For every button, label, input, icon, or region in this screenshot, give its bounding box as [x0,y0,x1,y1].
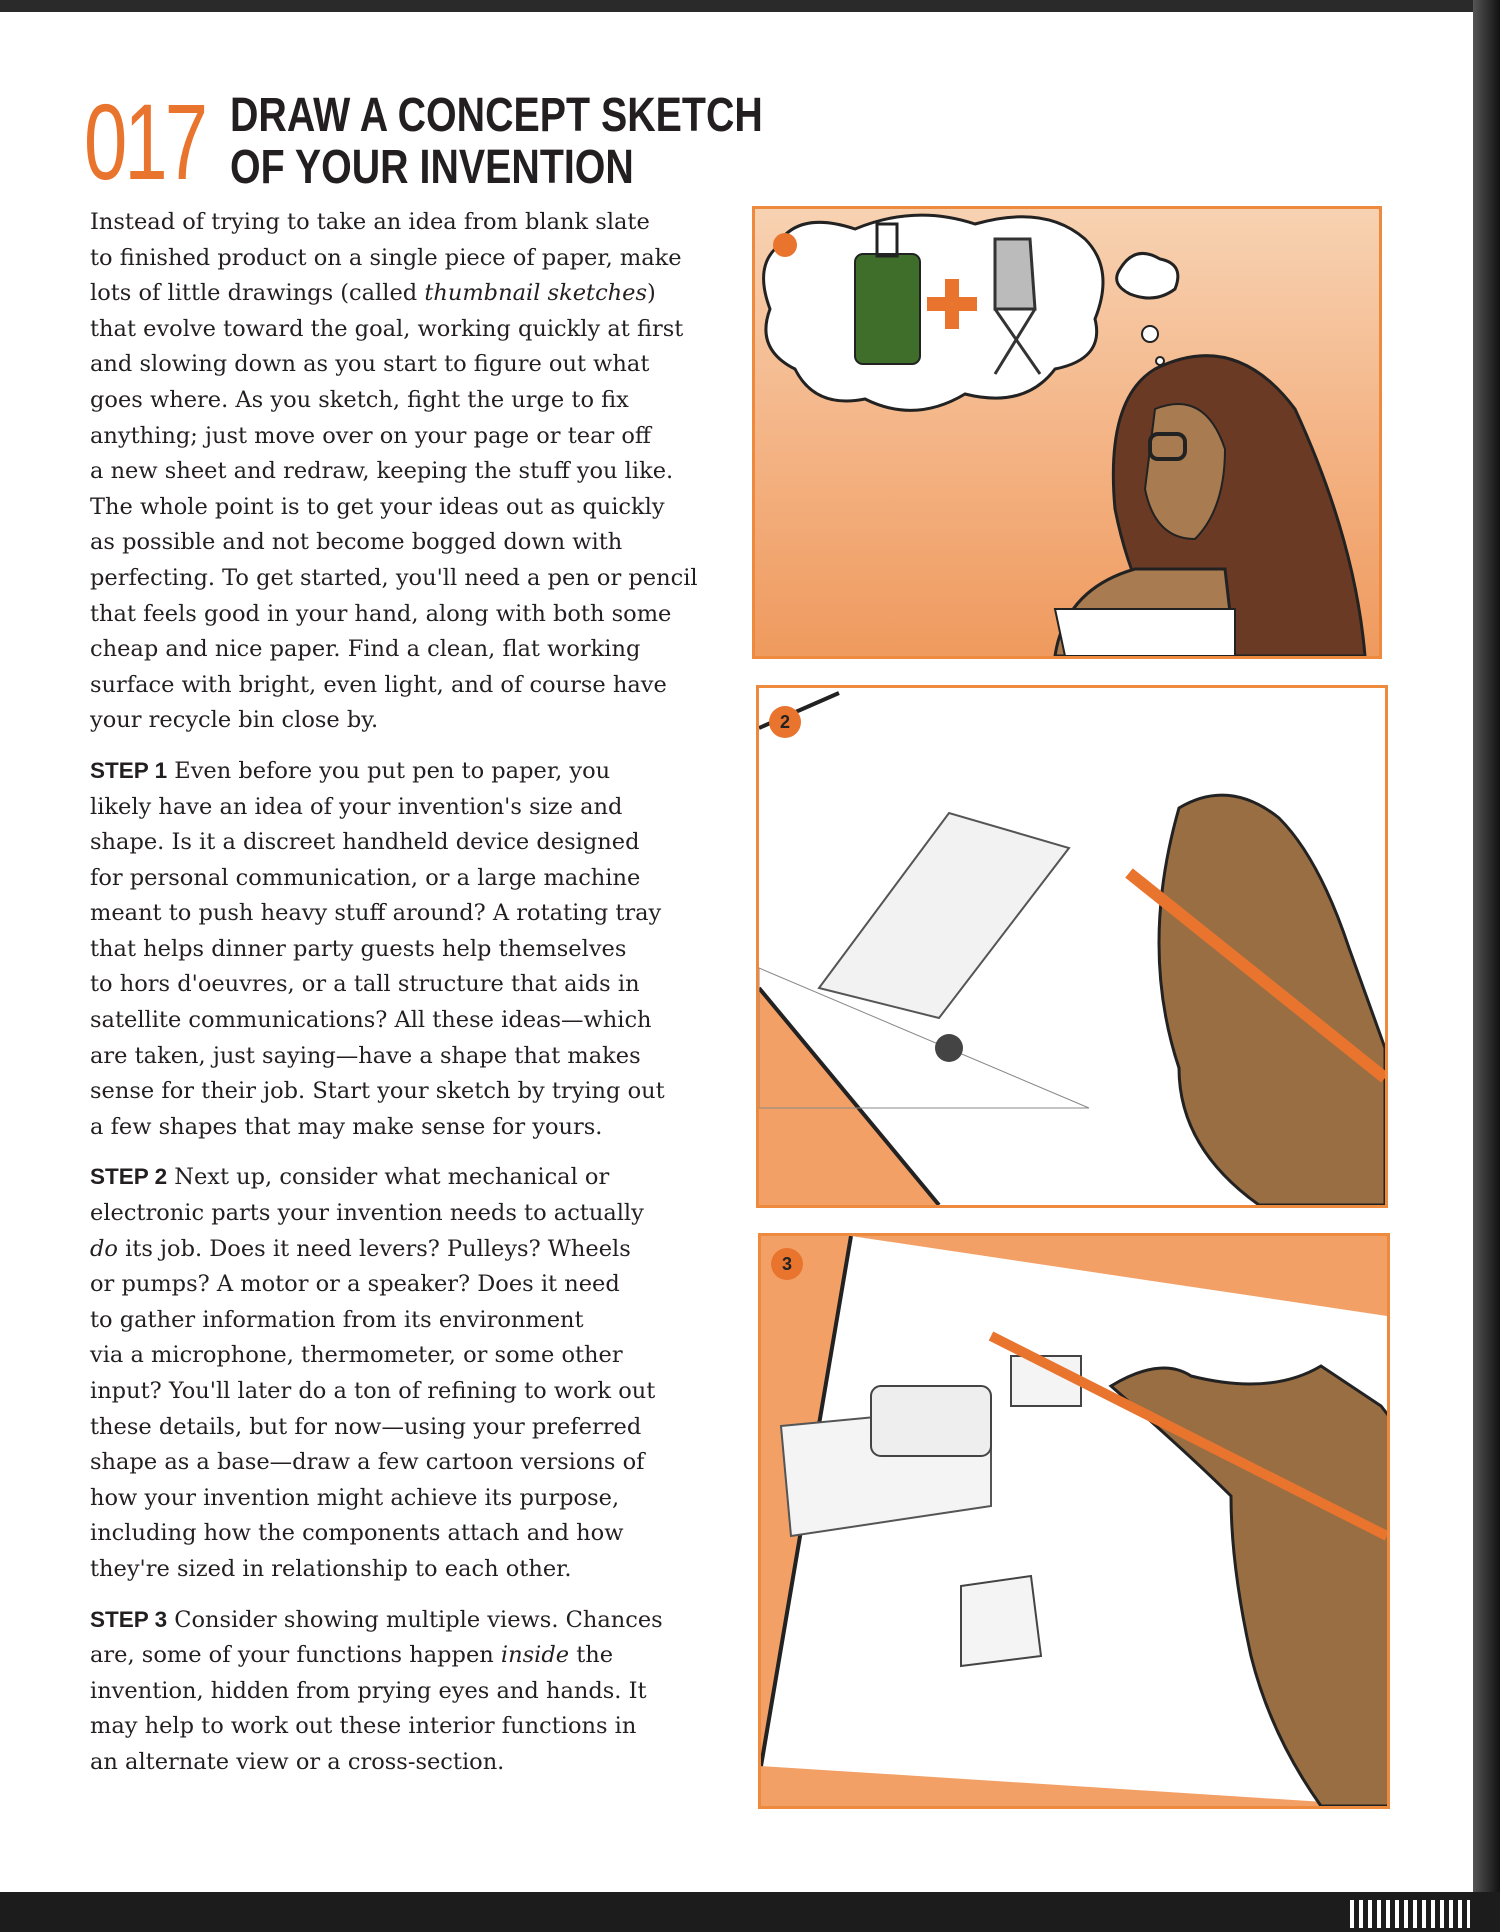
text-run: are taken, just saying—have a shape that makes [90,1042,641,1069]
text-line [90,205,710,241]
text-run: an alternate view or a cross-section. [90,1748,505,1775]
text-line [90,276,710,312]
text-run: input? You'll later do a ton of refining to work out [90,1378,656,1404]
paragraph [90,205,710,739]
illustration-thinking-woman [752,206,1382,659]
body-text [90,205,710,1795]
italic-text: thumbnail sketches [424,280,648,307]
text-run: perfecting. To get started, you'll need a pen or pencil [90,564,698,591]
text-run: electronic parts your invention needs to actually [90,1200,644,1227]
text-line [90,932,710,968]
text-run: that helps dinner party guests help themselves [90,935,627,962]
text-run: including how the components attach and how [90,1520,624,1547]
text-run: as possible and not become bogged down with [90,529,623,556]
text-run: these details, but for now—using your preferred [90,1413,642,1440]
text-line [90,1674,710,1710]
text-run: The whole point is to get your ideas out as quickly [90,493,665,520]
text-line [90,753,710,790]
text-run: lots of little drawings (called [90,280,425,307]
text-run: for personal communication, or a large machine [90,864,641,891]
text-run: that feels good in your hand, along with both some [90,600,672,627]
text-run: its job. Does it need levers? Pulleys? Wheels [117,1235,631,1262]
text-line [90,561,710,597]
text-run: meant to push heavy stuff around? A rotating tray [90,900,662,927]
step-label: STEP 1 [90,757,168,783]
paragraph [90,1602,710,1781]
italic-text: inside [500,1642,570,1669]
sketch-illustration [761,1236,1387,1806]
text-run: a new sheet and redraw, keeping the stuff you like. [90,458,674,485]
text-line [90,454,710,490]
text-line [90,241,710,277]
text-line [90,1638,710,1674]
book-spine-edge [1473,0,1500,1932]
text-line [90,632,710,668]
text-run: anything; just move over on your page or tear off [90,422,651,449]
text-line [90,896,710,932]
text-line [90,1039,710,1075]
title-line: DRAW A CONCEPT SKETCH [230,89,763,142]
italic-text: do [90,1235,118,1262]
text-run: they're sized in relationship to each other. [90,1555,572,1582]
scan-edge-bottom [0,1892,1500,1932]
text-line [90,347,710,383]
text-line [90,1196,710,1232]
thinking-illustration [755,209,1379,656]
text-line [90,312,710,348]
text-run: Consider showing multiple views. Chances [167,1606,663,1633]
text-line [90,790,710,826]
text-line [90,1745,710,1781]
paragraph [90,753,710,1146]
text-run: Instead of trying to take an idea from blank slate [90,209,650,235]
page-edge-stripes [1350,1900,1470,1928]
sketch-illustration [759,688,1385,1205]
text-line [90,1074,710,1110]
illustration-step-3-sketch [758,1233,1390,1809]
text-line [90,1516,710,1552]
text-run: that evolve toward the goal, working quickly at first [90,315,684,342]
text-line [90,1602,710,1639]
text-run: Even before you put pen to paper, you [167,757,611,784]
text-line [90,419,710,455]
text-line [90,1110,710,1146]
text-line [90,1410,710,1446]
step-3-badge: 3 [771,1248,803,1280]
text-line [90,967,710,1003]
text-run: how your invention might achieve its purpose, [90,1484,620,1511]
text-line [90,703,710,739]
page-title [230,90,763,194]
text-run: to gather information from its environment [90,1306,584,1333]
text-line [90,1445,710,1481]
text-run: your recycle bin close by. [90,707,379,734]
text-run: cheap and nice paper. Find a clean, flat working [90,636,641,663]
text-line [90,1481,710,1517]
text-run: invention, hidden from prying eyes and hands. It [90,1677,647,1704]
text-run: shape as a base—draw a few cartoon versions of [90,1449,645,1476]
title-line: OF YOUR INVENTION [230,141,634,194]
text-run: to hors d'oeuvres, or a tall structure that aids in [90,971,640,998]
step-label: STEP 2 [90,1164,168,1190]
text-line [90,1338,710,1374]
step-label: STEP 3 [90,1606,168,1632]
text-run: likely have an idea of your invention's size and [90,793,623,820]
text-run: Next up, consider what mechanical or [167,1164,610,1191]
text-run: and slowing down as you start to figure out what [90,351,650,378]
paragraph [90,1159,710,1587]
section-number: 017 [84,81,206,202]
text-run: via a microphone, thermometer, or some other [90,1342,623,1369]
text-run: satellite communications? All these ideas—which [90,1007,652,1034]
text-run: a few shapes that may make sense for yours. [90,1113,603,1140]
text-line [90,825,710,861]
text-line [90,668,710,704]
text-run: may help to work out these interior functions in [90,1713,637,1740]
text-run: or pumps? A motor or a speaker? Does it need [90,1271,620,1298]
text-line [90,525,710,561]
text-run: shape. Is it a discreet handheld device designed [90,829,640,856]
text-line [90,1303,710,1339]
text-line [90,1709,710,1745]
text-run: goes where. As you sketch, fight the urge to fix [90,386,629,413]
text-line [90,1003,710,1039]
text-line [90,597,710,633]
text-run: ) [647,280,656,307]
text-run: to finished product on a single piece of paper, make [90,244,682,271]
text-line [90,1267,710,1303]
illustration-step-2-sketch [756,685,1388,1208]
text-line [90,1552,710,1588]
text-line [90,1232,710,1268]
text-line [90,383,710,419]
step-2-badge: 2 [769,706,801,738]
text-line [90,1159,710,1196]
text-run: the [569,1642,614,1669]
text-run: sense for their job. Start your sketch by trying out [90,1078,665,1105]
text-run: are, some of your functions happen [90,1642,501,1669]
text-run: surface with bright, even light, and of course have [90,671,667,698]
text-line [90,490,710,526]
text-line [90,1374,710,1410]
text-line [90,861,710,897]
scan-edge-top [0,0,1500,12]
